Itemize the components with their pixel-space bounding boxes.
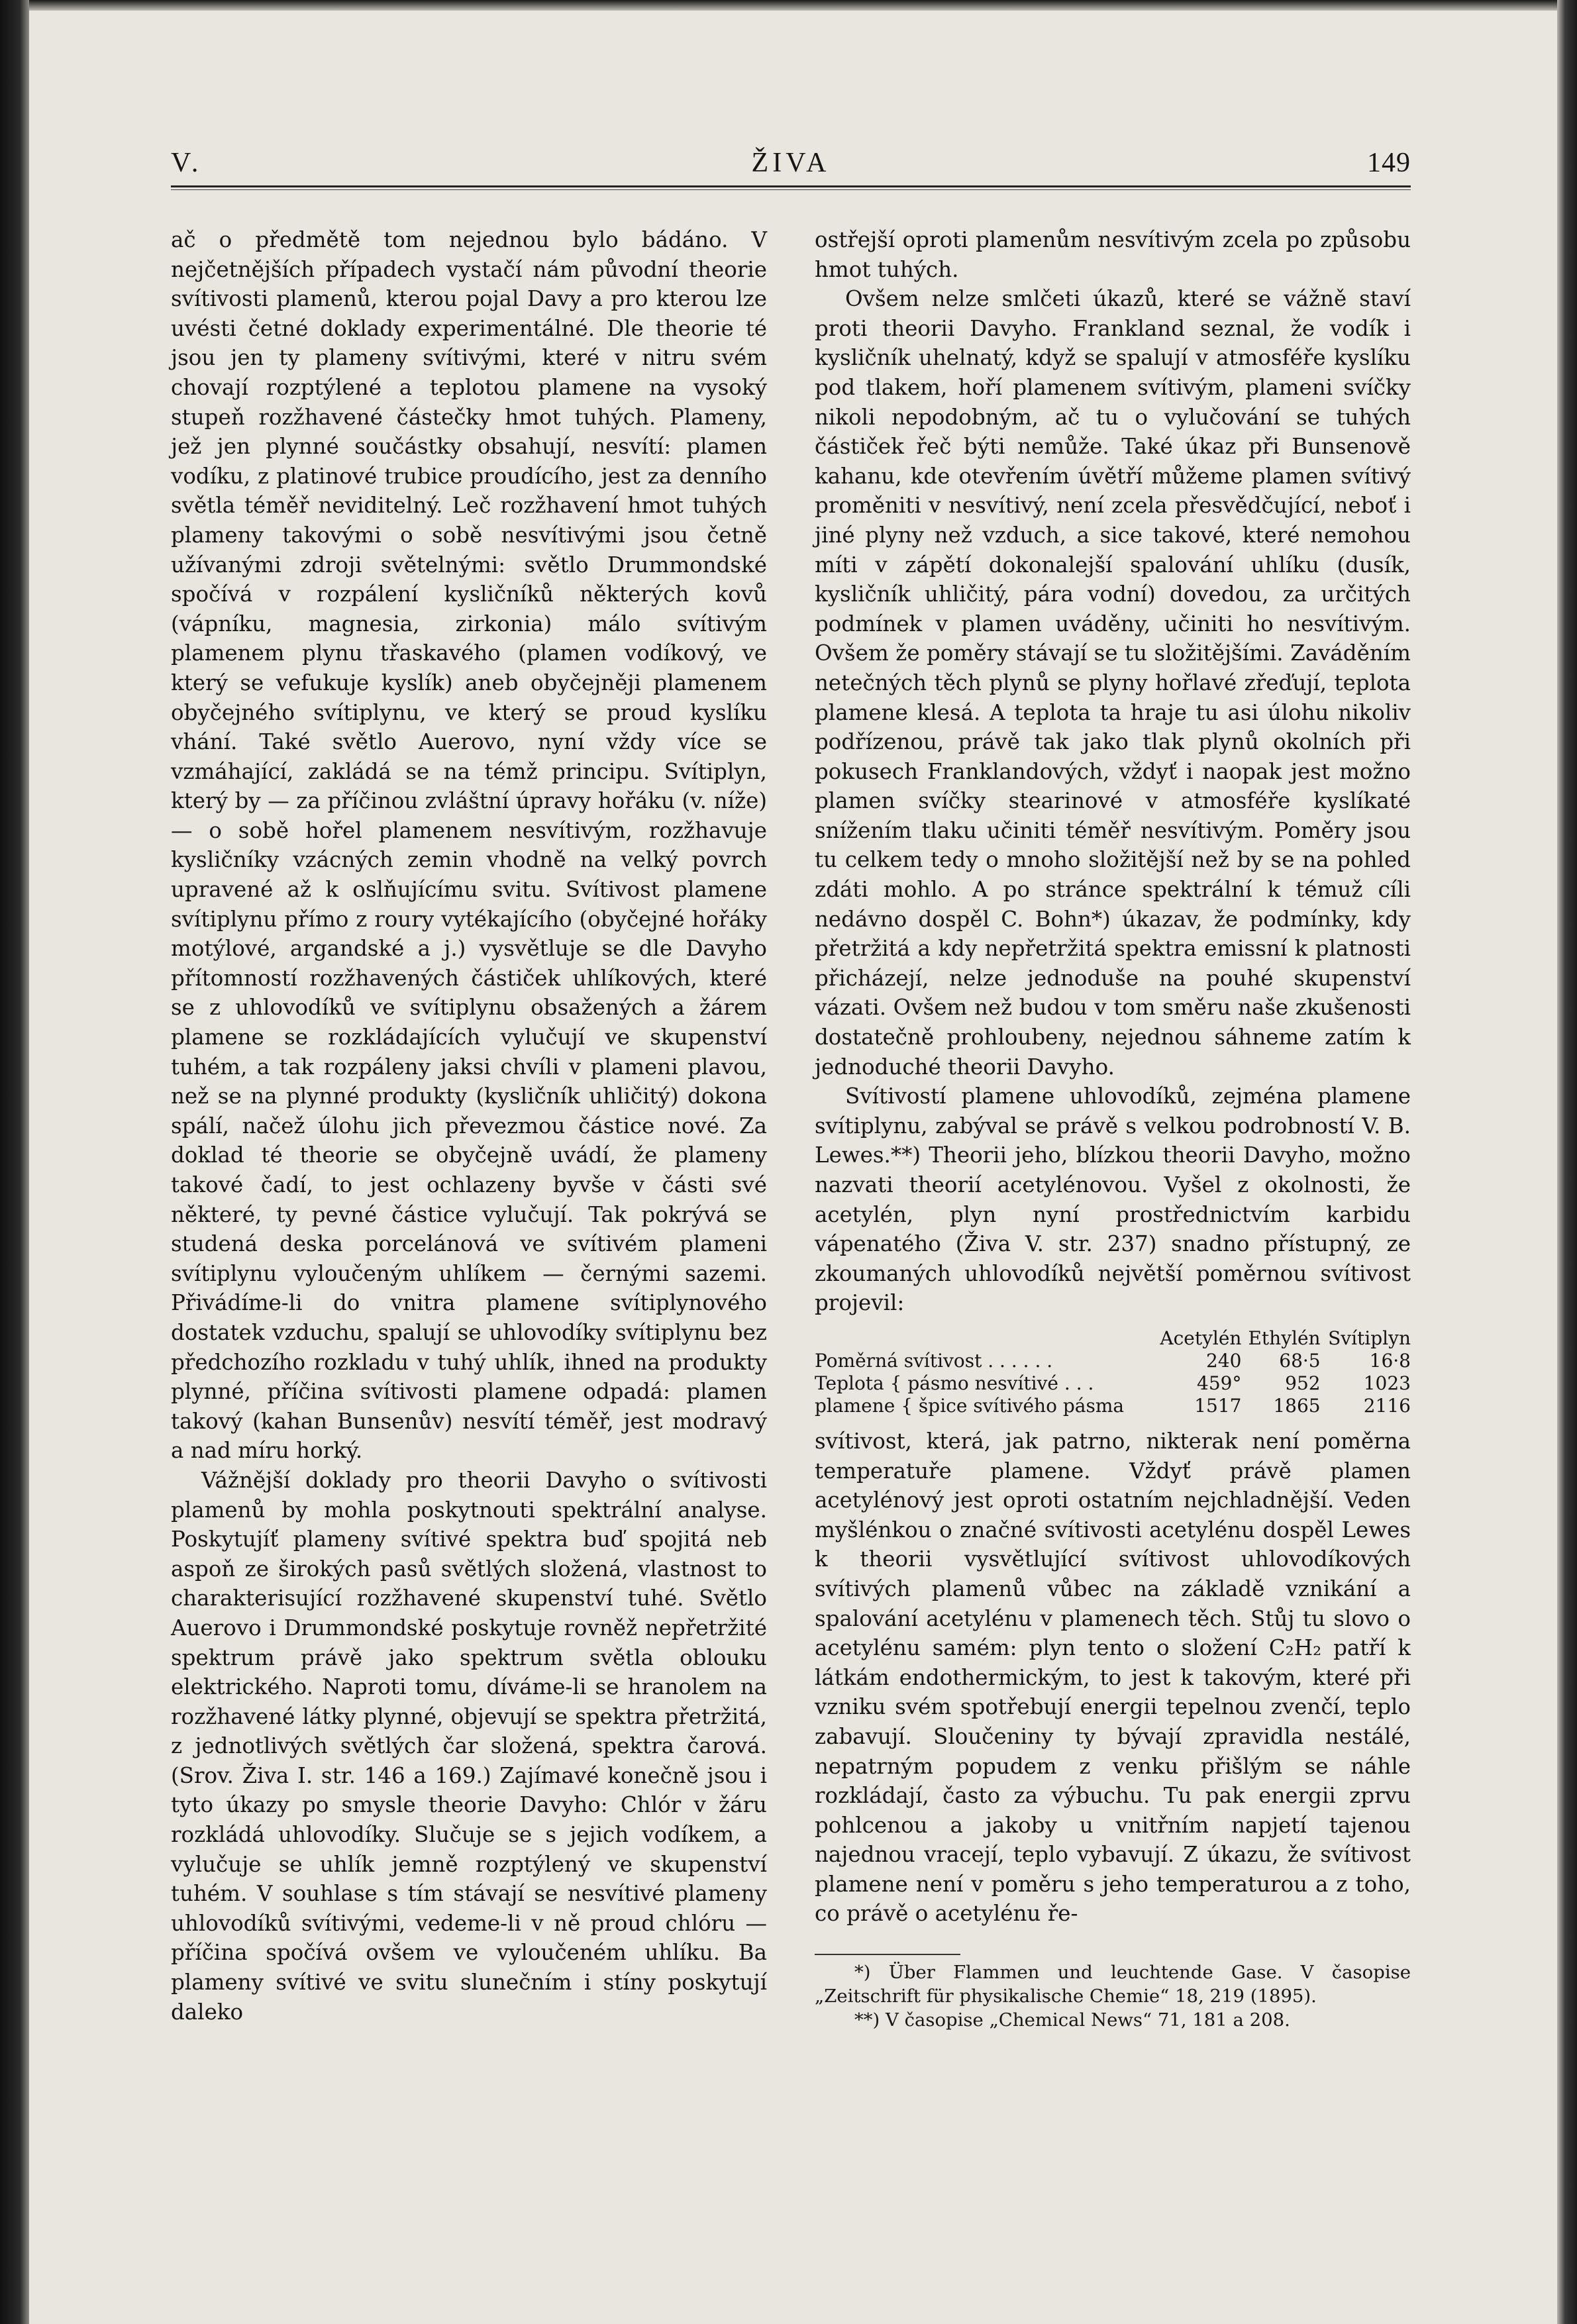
running-head: [171, 144, 1411, 181]
text-columns: [171, 225, 1411, 2032]
right-paragraph-4: svítivost, která, jak patrno, nikterak není poměrna temperatuře plamene. Vždyť právě plamen acetylénový jest oproti ostatním nejchladnější. Veden myšlénkou o značné svítivosti acetylénu dospěl Lewes k theorii vysvětlující svítivost uhlovodíkových svítivých plamenů vůbec na základě vznikání a spalování acetylénu v plamenech těch. Stůj tu slovo o acetylénu samém: plyn tento o složení C₂H₂ patří k látkám endothermickým, to jest k takovým, které při vzniku svém spotřebují energii tepelnou zvenčí, teplo zabavují. Sloučeniny ty bývají zpravidla nestálé, nepatrným popudem z venku přišlým se náhle rozkládají, často za výbuchu. Tu pak energii zprvu pohlcenou a jakoby u vnitřním napjetí tajenou najednou vracejí, teplo vybavují. Z úkazu, že svítivost plamene není v poměru s jeho temperaturou a z toho, co právě o acetylénu ře-: [815, 1428, 1411, 1927]
footnote-1: *) Über Flammen und leuchtende Gase. V časopise „Zeitschrift für physikalische Chemie“ 18, 219 (1895).: [815, 1962, 1411, 2007]
footnote-2: **) V časopise „Chemical News“ 71, 181 a 208.: [854, 2009, 1290, 2031]
page-number: 149: [1367, 148, 1411, 178]
table-cell: 68·5: [1279, 1349, 1321, 1372]
table-row-label: plamene { špice svítivého pásma: [815, 1394, 1125, 1417]
right-column: [815, 225, 1411, 2032]
journal-title: ŽIVA: [751, 148, 831, 178]
left-paragraph-2: Vážnější doklady pro theorii Davyho o svítivosti plamenů by mohla poskytnouti spektrální analyse. Poskytujíť plameny svítivé spektra buď spojitá neb aspoň ze širokých pasů světlých složená, vlastnost to charakterisující rozžhavené skupenství tuhé. Světlo Auerovo i Drummondské poskytuje rovněž nepřetržité spektrum právě jako spektrum světla oblouku elektrického. Naproti tomu, díváme-li se hranolem na rozžhavené látky plynné, objevují se spektra přetržitá, z jednotlivých světlých čar složená, spektra čarová. (Srov. Živa I. str. 146 a 169.) Zajímavé konečně jsou i tyto úkazy po smysle theorie Davyho: Chlór v žáru rozkládá uhlovodíky. Slučuje se s jejich vodíkem, a vylučuje se uhlík jemně rozptýlený ve skupenství tuhém. V souhlase s tím stávají se nesvítivé plameny uhlovodíků svítivými, vedeme-li v ně proud chlóru — příčina spočívá ovšem ve vyloučeném uhlíku. Ba plameny svítivé ve svitu slunečním i stíny poskytují daleko: [171, 1467, 767, 2025]
scan-edge-left: [0, 0, 29, 2324]
scan-edge-top: [0, 0, 1577, 11]
table-cell: 16·8: [1369, 1349, 1411, 1372]
table-cell: 459°: [1197, 1372, 1242, 1394]
table-row-label: Teplota { pásmo nesvítivé . . .: [815, 1372, 1094, 1394]
table-row: [815, 1372, 1411, 1395]
table-column-header: Ethylén: [1248, 1327, 1321, 1349]
table-column-header: Svítiplyn: [1328, 1327, 1411, 1349]
table-row-label: Poměrná svítivost . . . . . .: [815, 1349, 1053, 1372]
table-row: [815, 1350, 1411, 1372]
table-column-header: Acetylén: [1160, 1327, 1242, 1349]
left-column: [171, 225, 767, 2032]
table-row: [815, 1395, 1411, 1417]
scan-edge-right: [1557, 0, 1577, 2324]
table-cell: 1865: [1273, 1394, 1321, 1417]
table-cell: 1023: [1363, 1372, 1411, 1394]
table-corner: [815, 1327, 1152, 1350]
table-cell: 952: [1285, 1372, 1321, 1394]
left-paragraph-1: ač o předmětě tom nejednou bylo bádáno. V nejčetnějších případech vystačí nám původní theorie svítivosti plamenů, kterou pojal Davy a pro kterou lze uvésti četné doklady experimentálné. Dle theorie té jsou jen ty plameny svítivými, které v nitru svém chovají rozptýlené a teplotou plamene na vysoký stupeň rozžhavené částečky hmot tuhých. Plameny, jež jen plynné součástky obsahují, nesvítí: plamen vodíku, z platinové trubice proudícího, jest za denního světla téměř neviditelný. Leč rozžhavení hmot tuhých plameny takovými o sobě nesvítivými jsou četně užívanými zdroji světelnými: světlo Drummondské spočívá v rozpálení kysličníků některých kovů (vápníku, magnesia, zirkonia) málo svítivým plamenem plynu třaskavého (plamen vodíkový, ve který se vefukuje kyslík) aneb obyčejněji plamenem obyčejného svítiplynu, ve který se proud kyslíku vhání. Také světlo Auerovo, nyní vždy více se vzmáhající, zakládá se na témž principu. Svítiplyn, který by — za příčinou zvláštní úpravy hořáku (v. níže) — o sobě hořel plamenem nesvítivým, rozžhavuje kysličníky vzácných zemin vhodně na velký povrch upravené až k oslňujícímu svitu. Svítivost plamene svítiplynu přímo z roury vytékajícího (obyčejné hořáky motýlové, argandské a j.) vysvětluje se dle Davyho přítomností rozžhavených částiček uhlíkových, které se z uhlovodíků ve svítiplynu obsažených a žárem plamene se rozkládajících vylučují ve skupenství tuhém, a tak rozpáleny jaksi chvíli v plameni plavou, než se na plynné produkty (kysličník uhličitý) dokona spálí, načež úlohu jich převezmou částice nové. Za doklad té theorie se obyčejně uvádí, že plameny takové čadí, to jest ochlazeny byvše v části své některé, ty pevné částice vylučují. Tak pokrývá se studená deska porcelánová ve svítivém plameni svítiplynu vyloučeným uhlíkem — černými sazemi. Přivádíme-li do vnitra plamene svítiplynového dostatek vzduchu, spalují se uhlovodíky svítiplynu bez předchozího rozkladu v tuhý uhlík, ihned na produkty plynné, příčina svítivosti plamene odpadá: plamen takový (kahan Bunsenův) nesvítí téměř, jest modravý a nad míru horký.: [171, 227, 767, 1464]
header-rule: [171, 185, 1411, 187]
table-header-row: [815, 1327, 1411, 1350]
journal-page: [171, 144, 1411, 2031]
right-paragraph-1: ostřejší oproti plamenům nesvítivým zcela po způsobu hmot tuhých.: [815, 227, 1411, 282]
volume-number: V.: [171, 148, 203, 178]
table-cell: 2116: [1363, 1394, 1411, 1417]
table-cell: 240: [1206, 1349, 1242, 1372]
luminosity-table: [815, 1327, 1411, 1417]
right-paragraph-3: Svítivostí plamene uhlovodíků, zejména plamene svítiplynu, zabýval se právě s velkou podrobností V. B. Lewes.**) Theorii jeho, blízkou theorii Davyho, možno nazvati theorií acetylénovou. Vyšel z okolnosti, že acetylén, plyn nyní prostřednictvím karbidu vápenatého (Živa V. str. 237) snadno přístupný, ze zkoumaných uhlovodíků největší poměrnou svítivost projevil:: [815, 1084, 1411, 1316]
right-paragraph-2: Ovšem nelze smlčeti úkazů, které se vážně staví proti theorii Davyho. Frankland seznal, že vodík i kysličník uhelnatý, když se spalují v atmosféře kyslíku pod tlakem, hoří plamenem svítivým, plameni svíčky nikoli nepodobným, ač tu o vylučování se tuhých částiček řeč býti nemůže. Také úkaz při Bunsenově kahanu, kde otevřením úvětří můžeme plamen svítivý proměniti v nesvítivý, není zcela přesvědčující, neboť i jiné plyny než vzduch, a sice takové, které nemohou míti v zápětí dokonalejší spalování uhlíku (dusík, kysličník uhličitý, pára vodní) dovedou, za určitých podmínek v plamen uváděny, učiniti ho nesvítivým. Ovšem že poměry stávají se tu složitějšími. Zaváděním netečných těch plynů se plyny hořlavé zřeďují, teplota plamene klesá. A teplota ta hraje tu asi úlohu nikoliv podřízenou, právě tak jako tlak plynů okolních při pokusech Franklandových, vždyť i naopak jest možno plamen svíčky stearinové v atmosféře kyslíkaté snížením tlaku učiniti téměř nesvítivým. Poměry jsou tu celkem tedy o mnoho složitější než by se na pohled zdáti mohlo. A po stránce spektrální k témuž cíli nedávno dospěl C. Bohn*) úkazav, že podmínky, kdy přetržitá a kdy nepřetržitá spektra emissní k platnosti přicházejí, nelze jednoduše na pouhé skupenství vázati. Ovšem než budou v tom směru naše zkušenosti dostatečně prohloubeny, nejednou sáhneme zatím k jednoduché theorii Davyho.: [815, 286, 1411, 1080]
table-cell: 1517: [1194, 1394, 1242, 1417]
header-rule-thin: [171, 189, 1411, 190]
